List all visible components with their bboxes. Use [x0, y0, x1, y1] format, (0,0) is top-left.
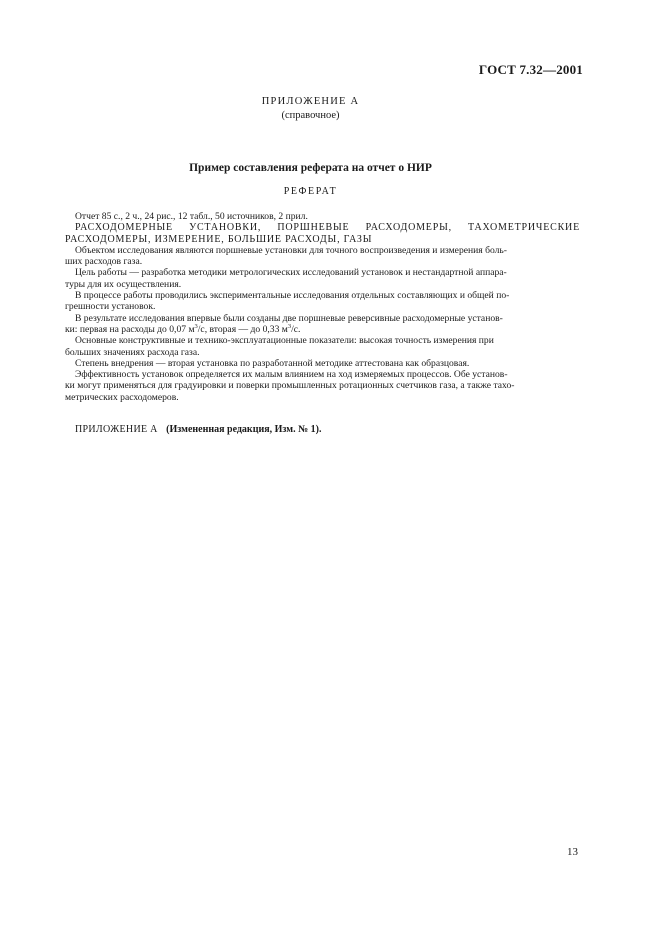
amendment-label: ПРИЛОЖЕНИЕ А [75, 424, 158, 435]
degree-line: Степень внедрения — вторая установка по разработанной методике аттестована как образцовая. [75, 357, 470, 369]
process-line-2: грешности установок. [65, 301, 156, 313]
keywords-line-1: РАСХОДОМЕРНЫЕ УСТАНОВКИ, ПОРШНЕВЫЕ РАСХОДОМЕРЫ, ТАХОМЕТРИЧЕСКИЕ [75, 222, 580, 234]
result-text-b: /с, вторая — до 0,33 м [197, 323, 288, 335]
result-text-a: ки: первая на расходы до 0,07 м [65, 323, 195, 335]
keywords-line-2: РАСХОДОМЕРЫ, ИЗМЕРЕНИЕ, БОЛЬШИЕ РАСХОДЫ, ГАЗЫ [65, 233, 373, 245]
appendix-heading: ПРИЛОЖЕНИЕ А [261, 96, 360, 107]
page-number: 13 [567, 846, 578, 858]
superscript-3: 3 [287, 322, 292, 330]
goal-line-2: туры для их осуществления. [65, 278, 182, 290]
object-line-2: ших расходов газа. [65, 256, 143, 268]
process-line-1: В процессе работы проводились экспериментальные исследования отдельных составляющих и общей по- [75, 290, 510, 302]
document-title: Пример составления реферата на отчет о НИР [189, 162, 432, 174]
referat-heading: РЕФЕРАТ [283, 186, 338, 197]
amendment-text: (Измененная редакция, Изм. № 1). [166, 424, 322, 435]
amendment-note [75, 424, 321, 435]
result-line-1: В результате исследования впервые были созданы две поршневые реверсивные расходомерные установ- [75, 312, 503, 324]
stats-line: Отчет 85 с., 2 ч., 24 рис., 12 табл., 50 источников, 2 прил. [75, 211, 308, 222]
standard-code: ГОСТ 7.32—2001 [478, 62, 583, 77]
object-line-1: Объектом исследования являются поршневые установки для точного воспроизведения и измерения боль- [75, 244, 507, 256]
referat-body [65, 211, 580, 403]
indicators-line-2: больших значениях расхода газа. [65, 346, 200, 358]
efficiency-line-2: ки могут применяться для градуировки и поверки промышленных ротационных счетчиков газа, а также тахо- [65, 380, 515, 392]
indicators-line-1: Основные конструктивные и технико-эксплуатационные показатели: высокая точность измерения при [75, 335, 494, 347]
result-line-2 [65, 324, 580, 335]
superscript-3: 3 [194, 322, 198, 330]
efficiency-line-3: метрических расходомеров. [65, 391, 179, 403]
result-text-c: /с. [291, 323, 301, 335]
efficiency-line-1: Эффективность установок определяется их малым влиянием на ход измеряемых процессов. Обе установ- [75, 369, 508, 381]
goal-line-1: Цель работы — разработка методики метрологических исследований установок и нестандартной аппара- [75, 267, 507, 279]
appendix-subheading: (справочное) [281, 110, 340, 121]
